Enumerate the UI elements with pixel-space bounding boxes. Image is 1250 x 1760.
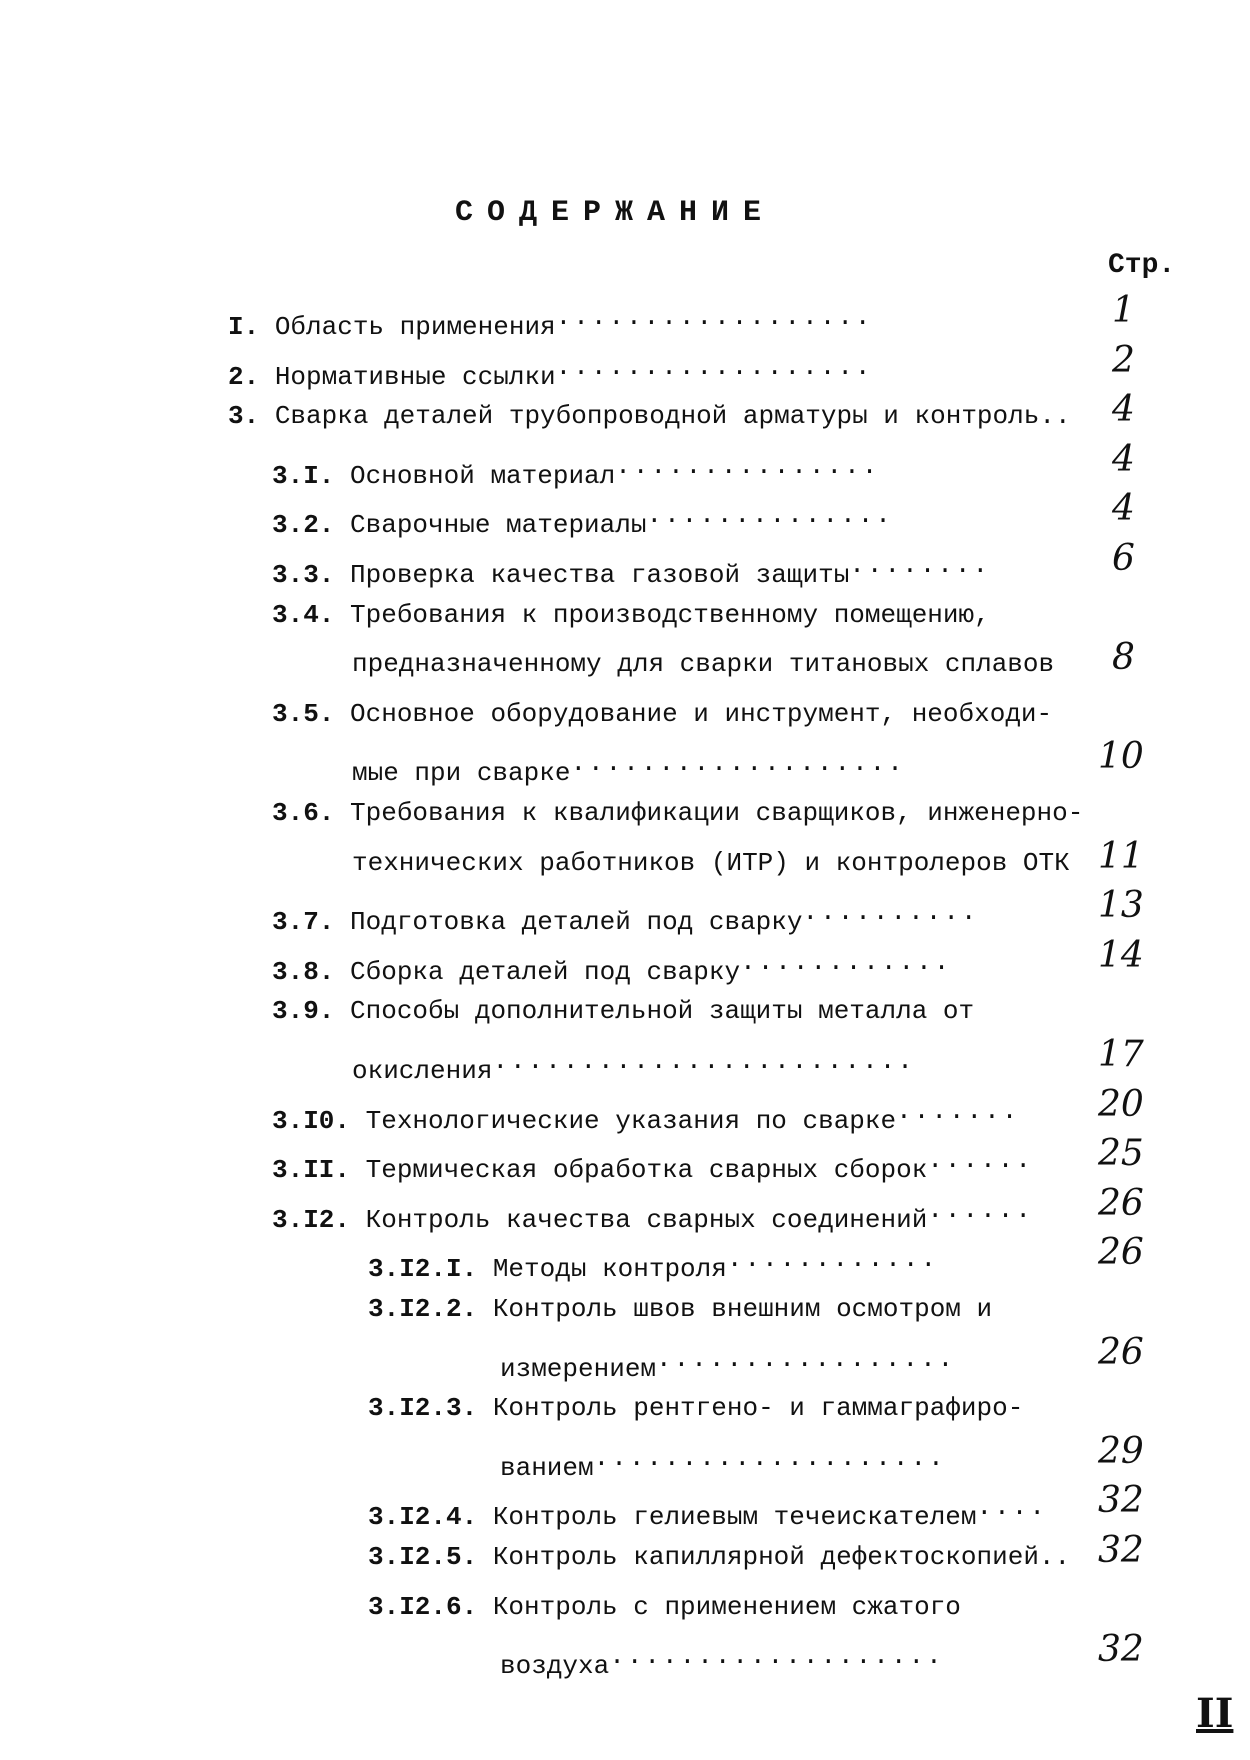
toc-leader-dots: ................... — [609, 1641, 944, 1671]
toc-entry-number: 3. — [228, 401, 275, 431]
toc-page-number: 13 — [1098, 885, 1144, 926]
toc-entry-text: Термическая обработка сварных сборок — [365, 1155, 928, 1185]
toc-page-number: 8 — [1112, 637, 1135, 678]
toc-entry-text: Требования к производственному помещению, — [350, 600, 990, 630]
toc-entry — [272, 895, 1090, 939]
toc-leader-dots: .................. — [555, 302, 873, 332]
toc-leader-dots: ............... — [615, 451, 880, 481]
toc-entry — [272, 1193, 1090, 1237]
toc-leader-dots: ....... — [896, 1096, 1020, 1126]
toc-page-number: 26 — [1098, 1183, 1144, 1224]
toc-entry — [272, 548, 1090, 592]
toc-entry-number: 3.8. — [272, 957, 351, 987]
toc-entry — [272, 598, 990, 632]
page-number: II — [1196, 1690, 1234, 1737]
toc-page-number: 2 — [1112, 340, 1135, 381]
toc-page-number: 11 — [1098, 836, 1144, 877]
toc-leader-dots: .............. — [646, 500, 893, 530]
toc-entry-number: 3.I2.2. — [368, 1294, 493, 1324]
toc-entry — [368, 1490, 1090, 1534]
toc-entry-number: 3.I2.3. — [368, 1393, 493, 1423]
toc-entry-text: Нормативные ссылки — [274, 362, 556, 392]
toc-entry-text: Область применения — [274, 312, 556, 342]
toc-entry — [272, 994, 974, 1028]
toc-entry — [352, 746, 1090, 790]
toc-entry-number: 3.I2.5. — [368, 1542, 493, 1572]
toc-page-number: 26 — [1098, 1232, 1144, 1273]
toc-page-number: 29 — [1098, 1431, 1144, 1472]
toc-page-number: 17 — [1098, 1034, 1144, 1075]
toc-page-number: 32 — [1098, 1629, 1144, 1670]
toc-entry-text: Сварочные материалы — [350, 510, 647, 540]
toc-entry-number: 2. — [228, 362, 275, 392]
toc-entry-number: 3.II. — [272, 1155, 366, 1185]
toc-entry-text: воздуха — [500, 1651, 610, 1681]
toc-entry-text: Контроль качества сварных соединений — [365, 1205, 928, 1235]
toc-entry-text: Сборка деталей под сварку — [350, 957, 741, 987]
toc-page-number: 14 — [1098, 935, 1144, 976]
toc-entry-number: 3.3. — [272, 560, 351, 590]
toc-entry-text: измерением — [500, 1354, 657, 1384]
toc-entry — [272, 1143, 1090, 1187]
toc-entry-number: 3.7. — [272, 907, 351, 937]
toc-entry-number: 3.I2.I. — [368, 1254, 493, 1284]
toc-entry — [368, 1540, 1070, 1574]
toc-leader-dots: ................... — [570, 748, 905, 778]
toc-entry — [272, 449, 1090, 493]
toc-entry — [352, 1044, 1090, 1088]
toc-leader-dots: ............ — [740, 947, 952, 977]
toc-entry — [500, 1342, 1090, 1386]
toc-page-number: 1 — [1112, 290, 1135, 331]
document-title: СОДЕРЖАНИЕ — [454, 196, 776, 230]
toc-entry — [500, 1639, 1090, 1683]
toc-leader-dots: ........................ — [492, 1046, 915, 1076]
toc-page-number: 4 — [1112, 488, 1135, 529]
toc-entry-text: Подготовка деталей под сварку — [350, 907, 803, 937]
toc-page-number: 4 — [1112, 389, 1135, 430]
toc-leader-dots: ................. — [656, 1344, 956, 1374]
toc-entry-text: Контроль швов внешним осмотром и — [492, 1294, 993, 1324]
toc-page-number: 32 — [1098, 1480, 1144, 1521]
toc-page-number: 26 — [1098, 1332, 1144, 1373]
toc-entry-text: технических работников (ИТР) и контролеров ОТК — [352, 848, 1070, 878]
toc-entry — [368, 1242, 1090, 1286]
toc-entry — [228, 350, 1090, 394]
toc-page-number: 6 — [1112, 538, 1135, 579]
toc-entry-text: Методы контроля — [492, 1254, 727, 1284]
toc-entry-number: 3.6. — [272, 798, 351, 828]
toc-entry-text: ванием — [500, 1453, 594, 1483]
toc-entry-number: 3.5. — [272, 699, 351, 729]
toc-entry — [272, 796, 1083, 830]
toc-entry-number: 3.4. — [272, 600, 351, 630]
toc-entry-text: мые при сварке — [352, 758, 571, 788]
toc-leader-dots: .......... — [802, 897, 979, 927]
toc-entry-text: Проверка качества газовой защиты — [350, 560, 850, 590]
toc-entry-number: I. — [228, 312, 275, 342]
toc-entry-number: 3.I2. — [272, 1205, 366, 1235]
toc-entry-number: 3.I0. — [272, 1106, 366, 1136]
toc-entry — [272, 697, 1052, 731]
toc-entry-text: Контроль капиллярной дефектоскопией.. — [492, 1542, 1071, 1572]
toc-entry-text: Контроль рентгено- и гаммаграфиро- — [492, 1393, 1024, 1423]
toc-leader-dots: ...... — [927, 1145, 1033, 1175]
toc-entry — [272, 1094, 1090, 1138]
toc-entry-text: Способы дополнительной защиты металла от — [350, 996, 975, 1026]
toc-entry — [368, 1391, 1023, 1425]
toc-page-number: 20 — [1098, 1084, 1144, 1125]
toc-entry-number: 3.I2.4. — [368, 1502, 493, 1532]
toc-entry — [228, 399, 1071, 433]
toc-entry-text: Основное оборудование и инструмент, необходи- — [350, 699, 1053, 729]
toc-entry-text: Сварка деталей трубопроводной арматуры и контроль.. — [274, 401, 1071, 431]
toc-page-number: 32 — [1098, 1530, 1144, 1571]
toc-entry — [352, 647, 1054, 681]
toc-entry — [228, 300, 1090, 344]
toc-page-number: 4 — [1112, 439, 1135, 480]
toc-entry-text: Контроль с применением сжатого — [492, 1592, 961, 1622]
toc-leader-dots: ...... — [927, 1195, 1033, 1225]
toc-page-number: 25 — [1098, 1133, 1144, 1174]
toc-entry-text: Контроль гелиевым течеискателем — [492, 1502, 977, 1532]
toc-entry-number: 3.I. — [272, 461, 351, 491]
toc-entry-text: Технологические указания по сварке — [365, 1106, 897, 1136]
toc-entry-number: 3.I2.6. — [368, 1592, 493, 1622]
toc-entry-text: Основной материал — [350, 461, 616, 491]
toc-leader-dots: .... — [976, 1492, 1047, 1522]
toc-entry-text: предназначенному для сварки титановых сплавов — [352, 649, 1055, 679]
toc-entry — [352, 846, 1070, 880]
toc-entry — [272, 945, 1090, 989]
toc-entry — [368, 1590, 961, 1624]
toc-leader-dots: .................. — [555, 352, 873, 382]
toc-leader-dots: ........ — [849, 550, 991, 580]
page-column-label: Стр. — [1108, 250, 1176, 281]
toc-leader-dots: ............ — [726, 1244, 939, 1274]
toc-entry-number: 3.2. — [272, 510, 351, 540]
toc-entry — [500, 1441, 1090, 1485]
toc-entry-text: окисления — [352, 1056, 493, 1086]
toc-entry — [272, 498, 1090, 542]
toc-entry-number: 3.9. — [272, 996, 351, 1026]
toc-entry — [368, 1292, 992, 1326]
toc-leader-dots: .................... — [593, 1443, 946, 1473]
toc-entry-text: Требования к квалификации сварщиков, инженерно- — [350, 798, 1084, 828]
toc-page-number: 10 — [1098, 736, 1144, 777]
